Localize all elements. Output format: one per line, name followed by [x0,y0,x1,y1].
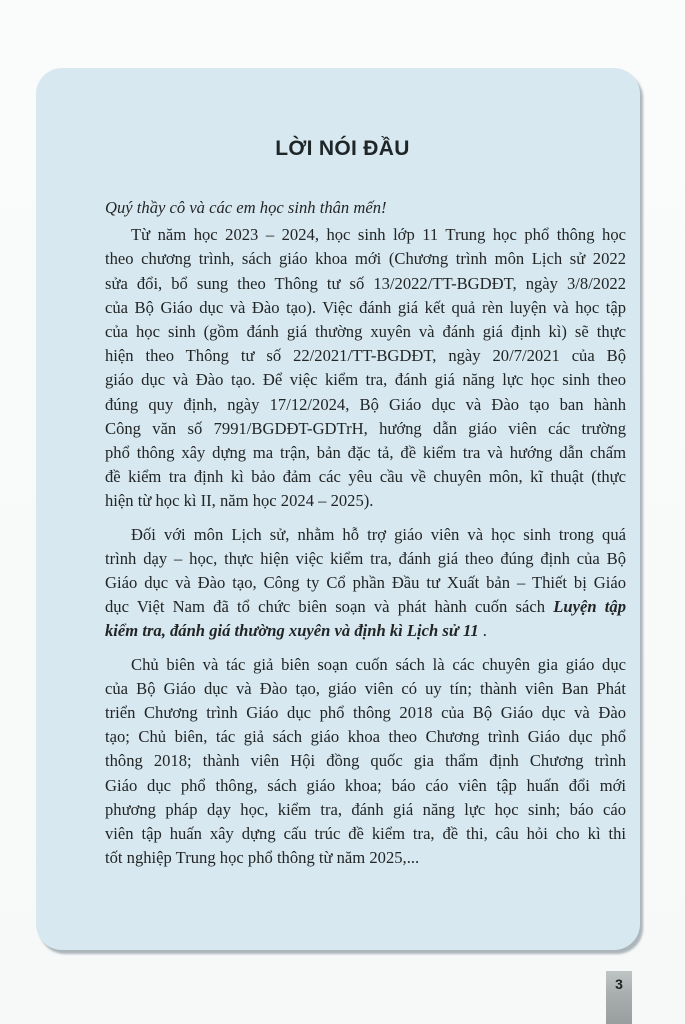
text-line: Giáo dục phổ thông, sách giáo khoa; báo cáo viên tập huấn đổi mới [105,775,626,795]
text-line: giáo dục và Đào tạo. Để việc kiểm tra, đánh giá năng lực học sinh theo [105,370,626,390]
paragraph-2 [105,523,626,644]
salutation: Quý thầy cô và các em học sinh thân mến! [105,198,387,217]
text-line: hiện từ học kì II, năm học 2024 – 2025). [105,491,374,511]
text-line: đúng quy định, ngày 17/12/2024, Bộ Giáo dục và Đào tạo ban hành [105,394,626,414]
text-line: tốt nghiệp Trung học phổ thông từ năm 2025,... [105,848,420,868]
text-line: triển Chương trình Giáo dục phổ thông 2018 của Bộ Giáo dục và Đào [105,703,626,723]
book-title: kiểm tra, đánh giá thường xuyên và định kì Lịch sử 11 [105,621,479,641]
text-line: thông 2018; thành viên Hội đồng quốc gia thẩm định Chương trình [105,751,626,771]
text-line: phương pháp dạy học, kiểm tra, đánh giá năng lực học sinh; báo cáo [105,799,626,819]
text-line: của Bộ Giáo dục và Đào tạo, giáo viên có uy tín; thành viên Ban Phát [105,678,626,698]
text-line [105,619,626,643]
text-line: Công văn số 7991/BGDĐT-GDTrH, hướng dẫn giáo viên các trường [105,418,626,438]
page-title: LỜI NÓI ĐẦU [275,137,410,160]
text-line: của Bộ Giáo dục và Đào tạo). Việc đánh giá kết quả rèn luyện và học tập [105,297,626,317]
text-line: Từ năm học 2023 – 2024, học sinh lớp 11 Trung học phổ thông học [131,225,626,245]
text-fragment: dục Việt Nam đã tổ chức biên soạn và phát hành cuốn sách [105,597,554,617]
text-line: của học sinh (gồm đánh giá thường xuyên và đánh giá định kì) sẽ thực [105,322,626,342]
preface-body [105,196,626,879]
page-number-tab [606,971,632,1024]
text-line: sửa đổi, bổ sung theo Thông tư số 13/2022/TT-BGDĐT, ngày 3/8/2022 [105,273,626,293]
text-line: đề kiểm tra định kì bảo đảm các yêu cầu về chuyên môn, kĩ thuật (thực [105,467,626,487]
text-line: Giáo dục và Đào tạo, Công ty Cổ phần Đầu tư Xuất bản – Thiết bị Giáo [105,573,626,593]
paragraph-3 [105,653,626,871]
text-line: trình dạy – học, thực hiện việc kiểm tra, đánh giá theo đúng định của Bộ [105,548,626,568]
text-fragment: . [478,621,487,641]
book-title: Luyện tập [553,597,626,617]
text-line: phổ thông xây dựng ma trận, bản đặc tả, đề kiểm tra và hướng dẫn chấm [105,443,626,463]
text-line: Chủ biên và tác giả biên soạn cuốn sách là các chuyên gia giáo dục [131,654,626,674]
text-line: hiện theo Thông tư số 22/2021/TT-BGDĐT, ngày 20/7/2021 của Bộ [105,346,626,366]
page-number: 3 [615,976,623,992]
text-line-with-title [105,595,626,619]
text-line: theo chương trình, sách giáo khoa mới (Chương trình môn Lịch sử 2022 [105,249,626,269]
text-line: tạo; Chủ biên, tác giả sách giáo khoa theo Chương trình Giáo dục phổ [105,727,626,747]
text-line: Đối với môn Lịch sử, nhằm hỗ trợ giáo viên và học sinh trong quá [131,524,626,544]
paragraph-1 [105,223,626,513]
text-line: viên tập huấn xây dựng cấu trúc đề kiểm tra, đề thi, câu hỏi cho kì thi [105,824,626,844]
